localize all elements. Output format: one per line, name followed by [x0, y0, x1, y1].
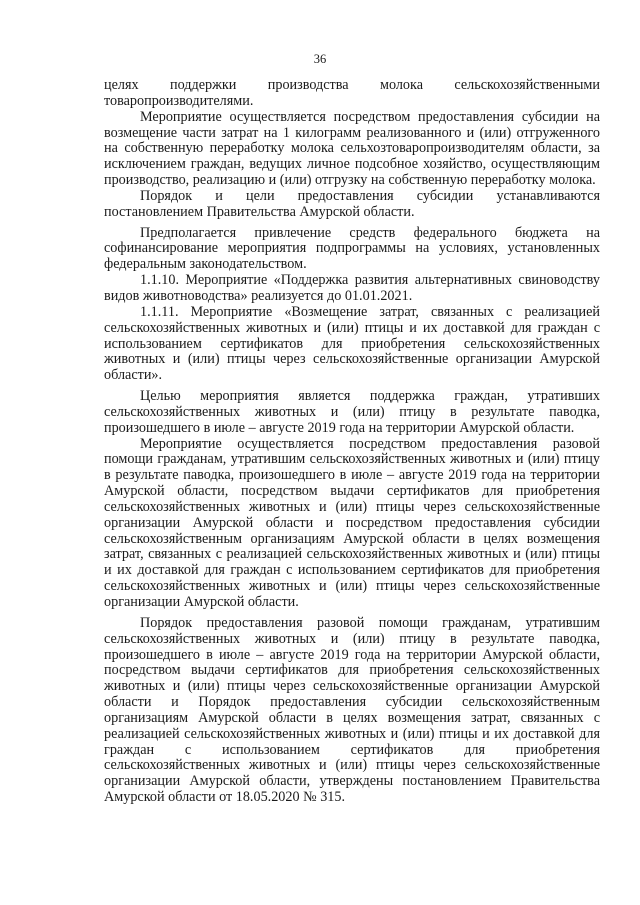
- paragraph-measure-procedure: Порядок предоставления разовой помощи гражданам, утратившим сельскохозяйственных животных и (или) птицу в результате паводка, произошедшего в июле – августе 2019 года на территории Амурской области, посредством выдачи сертификатов для приобретения сельскохозяйственных животных и (или) птицы через сельскохозяйственные организации Амурской области и Порядок предоставления субсидии сельскохозяйственным организациям Амурской области в целях возмещения затрат, связанных с реализацией сельскохозяйственных животных и (или) птицы и их доставкой для граждан с использованием сертификатов для приобретения сельскохозяйственных животных и (или) птицы через сельскохозяйственные организации Амурской области, утверждены постановлением Правительства Амурской области от 18.05.2020 № 315.: [104, 614, 600, 806]
- paragraph-measure-goal: Целью мероприятия является поддержка граждан, утративших сельскохозяйственных животных и (или) птицу в результате паводка, произошедшего в июле – августе 2019 года на территории Амурской области.: [104, 388, 600, 436]
- paragraph-measure-1-1-10: 1.1.10. Мероприятие «Поддержка развития альтернативных свиноводству видов животноводства» реализуется до 01.01.2021.: [104, 272, 600, 304]
- paragraph-federal-cofinancing: Предполагается привлечение средств федерального бюджета на софинансирование мероприятия подпрограммы на условиях, установленных федеральным законодательством.: [104, 224, 600, 273]
- paragraph-measure-1-1-11: 1.1.11. Мероприятие «Возмещение затрат, связанных с реализацией сельскохозяйственных животных и (или) птицы и их доставкой для граждан с использованием сертификатов для приобретения сельскохозяйственных животных и (или) птицы через сельскохозяйственные организации Амурской области».: [104, 303, 600, 384]
- page-number: 36: [313, 52, 327, 66]
- paragraph-measure-implementation: Мероприятие осуществляется посредством предоставления разовой помощи гражданам, утратившим сельскохозяйственных животных и (или) птицу в результате паводка, произошедшего в июле – августе 2019 года на территории Амурской области, посредством выдачи сертификатов для приобретения сельскохозяйственных животных и (или) птицы через сельскохозяйственные организации Амурской области и посредством предоставления субсидии сельскохозяйственным организациям Амурской области в целях возмещения затрат, связанных с реализацией сельскохозяйственных животных и (или) птицы и их доставкой для граждан с использованием сертификатов для приобретения сельскохозяйственных животных и (или) птицы через сельскохозяйственные организации Амурской области.: [104, 435, 600, 610]
- paragraph-milk-subsidy-procedure: Порядок и цели предоставления субсидии устанавливаются постановлением Правительства Амурской области.: [104, 187, 600, 220]
- document-body: [104, 78, 600, 806]
- paragraph-milk-subsidy-description: Мероприятие осуществляется посредством предоставления субсидии на возмещение части затрат на 1 килограмм реализованного и (или) отгруженного на собственную переработку молока сельхозтоваропроизводителям области, за исключением граждан, ведущих личное подсобное хозяйство, осуществляющим производство, реализацию и (или) отгрузку на собственную переработку молока.: [104, 108, 600, 189]
- paragraph-milk-support-continuation: целях поддержки производства молока сельскохозяйственными товаропроизводителями.: [104, 77, 600, 109]
